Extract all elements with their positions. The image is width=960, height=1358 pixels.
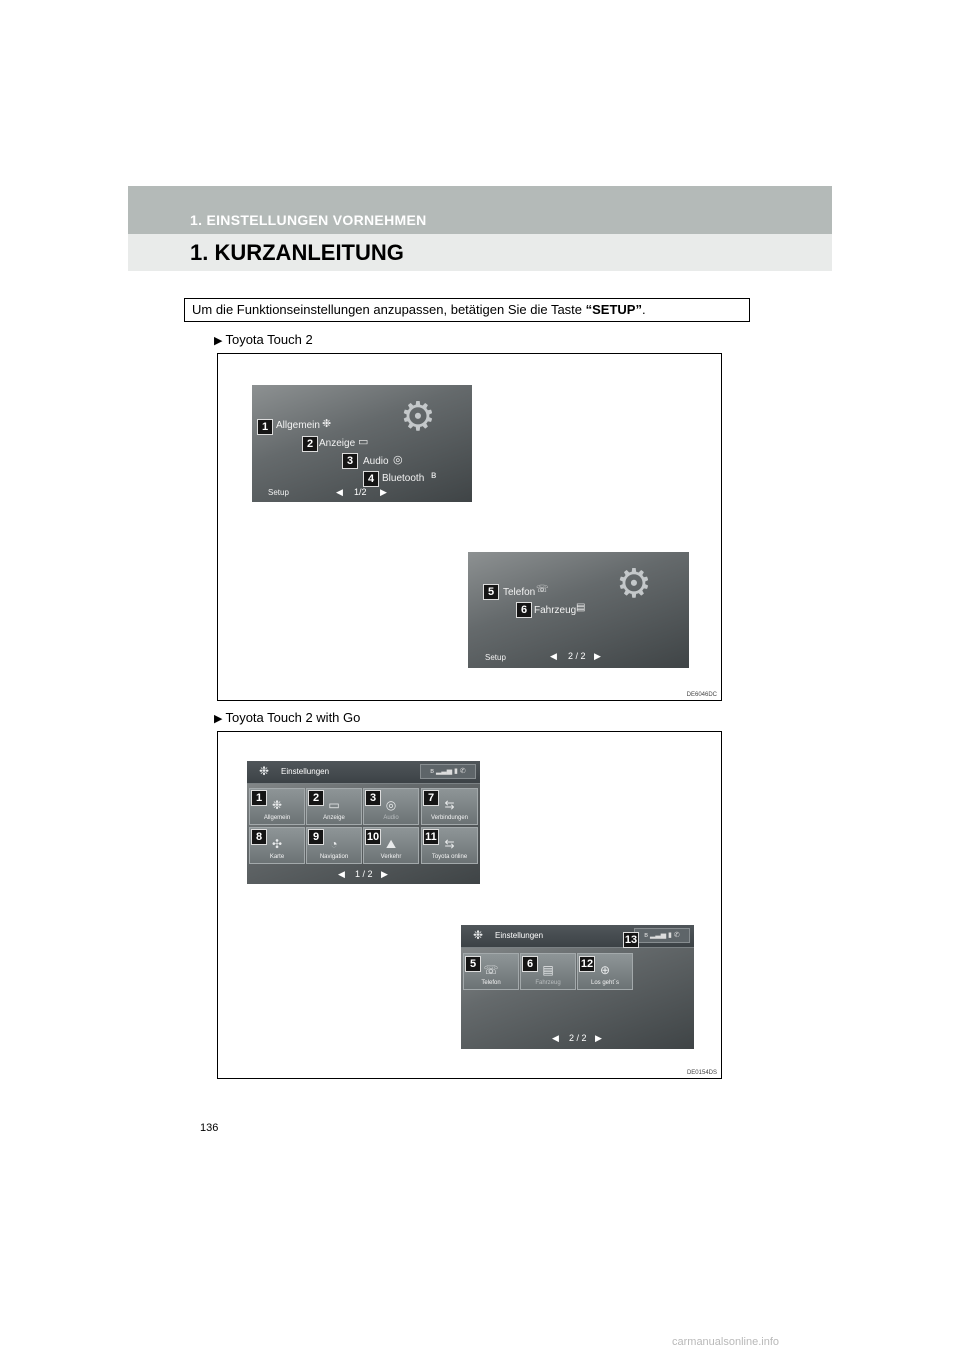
phone-icon: ☏: [483, 963, 499, 977]
instruction-box: [184, 298, 750, 322]
page-indicator: 2 / 2: [568, 651, 586, 661]
bluetooth-icon: ʙ: [431, 470, 437, 481]
callout-number: 4: [363, 471, 379, 487]
page-number: 136: [200, 1122, 219, 1134]
tile-label: Los geht´s: [590, 980, 620, 986]
display-icon: ▭: [328, 798, 340, 812]
setup-screen-page-2: [468, 552, 689, 668]
image-code: DE6046DC: [686, 692, 717, 698]
chapter-title: 1. EINSTELLUNGEN VORNEHMEN: [190, 212, 427, 228]
tile-label: Audio: [383, 815, 399, 821]
menu-item-audio[interactable]: Audio: [363, 456, 389, 467]
screen-title: Einstellungen: [281, 767, 330, 776]
settings-icon: ❉: [473, 928, 484, 942]
watermark[interactable]: carmanualsonline.info: [672, 1336, 780, 1348]
figure-frame-touch2: [217, 353, 722, 701]
navigation-icon: ◔: [330, 837, 338, 851]
callout-number: 2: [308, 790, 324, 806]
callout-number: 9: [308, 829, 324, 845]
callout-number: 12: [580, 958, 594, 970]
car-icon: ▤: [542, 963, 554, 977]
tile-label: Telefon: [481, 980, 501, 986]
page-indicator: 2 / 2: [569, 1033, 587, 1043]
setup-screen-page-1: [252, 385, 472, 502]
menu-item-allgemein[interactable]: Allgemein: [276, 420, 320, 431]
phone-icon: ☏: [536, 584, 549, 595]
setup-footer-label: Setup: [485, 653, 506, 662]
instruction-text: Um die Funktionseinstellungen anzupassen, betätigen Sie die Taste: [192, 302, 586, 317]
online-icon: ⇆: [444, 837, 455, 851]
map-icon: ✣: [271, 837, 283, 851]
audio-icon: ◎: [393, 454, 403, 466]
display-icon: ▭: [358, 436, 369, 448]
screen-top-bar: [247, 761, 480, 784]
settings-icon: ❉: [259, 764, 270, 778]
callout-number: 10: [366, 831, 380, 843]
screen-top-bar: [461, 925, 694, 948]
callout-number: 2: [302, 436, 318, 452]
tile-label: Anzeige: [323, 815, 345, 821]
gear-cluster-icon: ❉: [322, 418, 332, 430]
connections-icon: ⇆: [444, 798, 455, 812]
image-code: DE0154DS: [686, 1070, 717, 1076]
tile-label: Fahrzeug: [535, 980, 561, 986]
callout-number: 11: [423, 829, 439, 845]
instruction-end: .: [641, 302, 646, 317]
page-next-button[interactable]: ▶: [595, 1033, 602, 1043]
page-prev-button[interactable]: ◀: [336, 487, 343, 497]
menu-item-telefon[interactable]: Telefon: [503, 587, 536, 598]
tile-label: Navigation: [319, 854, 349, 860]
car-icon: ▤: [576, 602, 586, 613]
audio-icon: ◎: [385, 798, 397, 812]
menu-item-anzeige[interactable]: Anzeige: [319, 438, 356, 449]
menu-item-bluetooth[interactable]: Bluetooth: [382, 473, 425, 484]
gear-cluster-icon: ❉: [271, 798, 283, 812]
setup-footer-label: Setup: [268, 488, 289, 497]
callout-number: 13: [624, 934, 638, 946]
callout-number: 3: [365, 790, 381, 806]
setup-key-label: “SETUP”: [585, 302, 642, 317]
tile-label: Karte: [269, 854, 285, 860]
los-gehts-icon: ⊕: [599, 963, 611, 977]
screen-title: Einstellungen: [495, 931, 544, 940]
figure-frame-touch2-go: [217, 731, 722, 1079]
variant-heading-touch2-go: [214, 710, 360, 725]
settings-gears-icon: ⚙: [616, 562, 652, 606]
status-area: ʙ ▂▃▅ ▮ ✆: [420, 764, 476, 779]
variant-label: Toyota Touch 2 with Go: [225, 710, 361, 725]
callout-number: 7: [423, 790, 439, 806]
page-prev-button[interactable]: ◀: [552, 1033, 559, 1043]
menu-item-fahrzeug[interactable]: Fahrzeug: [534, 605, 577, 616]
page-next-button[interactable]: ▶: [380, 487, 387, 497]
page-indicator: 1 / 2: [355, 869, 373, 879]
callout-number: 1: [251, 790, 267, 806]
einstellungen-screen-page-2: [461, 925, 694, 1049]
callout-number: 5: [483, 584, 499, 600]
callout-number: 1: [257, 419, 273, 435]
page-next-button[interactable]: ▶: [381, 869, 388, 879]
settings-gears-icon: ⚙: [400, 395, 436, 439]
einstellungen-screen-page-1: [247, 761, 480, 884]
callout-number: 5: [465, 956, 481, 972]
variant-label: Toyota Touch 2: [225, 332, 313, 347]
page-prev-button[interactable]: ◀: [550, 651, 557, 661]
section-title: 1. KURZANLEITUNG: [190, 240, 404, 265]
status-area: ʙ ▂▃▅ ▮ ✆: [634, 928, 690, 943]
tile-label: Verkehr: [380, 854, 402, 860]
tile-label: Allgemein: [263, 815, 291, 821]
page-prev-button[interactable]: ◀: [338, 869, 345, 879]
variant-heading-touch2: [214, 332, 313, 347]
callout-number: 8: [251, 829, 267, 845]
tile-label: Verbindungen: [430, 815, 469, 821]
page-indicator: 1/2: [354, 487, 367, 497]
tile-label: Toyota online: [431, 854, 468, 860]
traffic-icon: ⛰: [385, 837, 397, 851]
callout-number: 6: [522, 956, 538, 972]
bullet-triangle-icon: ▶: [214, 335, 223, 347]
callout-number: 6: [516, 602, 532, 618]
bullet-triangle-icon: ▶: [214, 713, 223, 725]
page-next-button[interactable]: ▶: [594, 651, 601, 661]
callout-number: 3: [342, 453, 358, 469]
